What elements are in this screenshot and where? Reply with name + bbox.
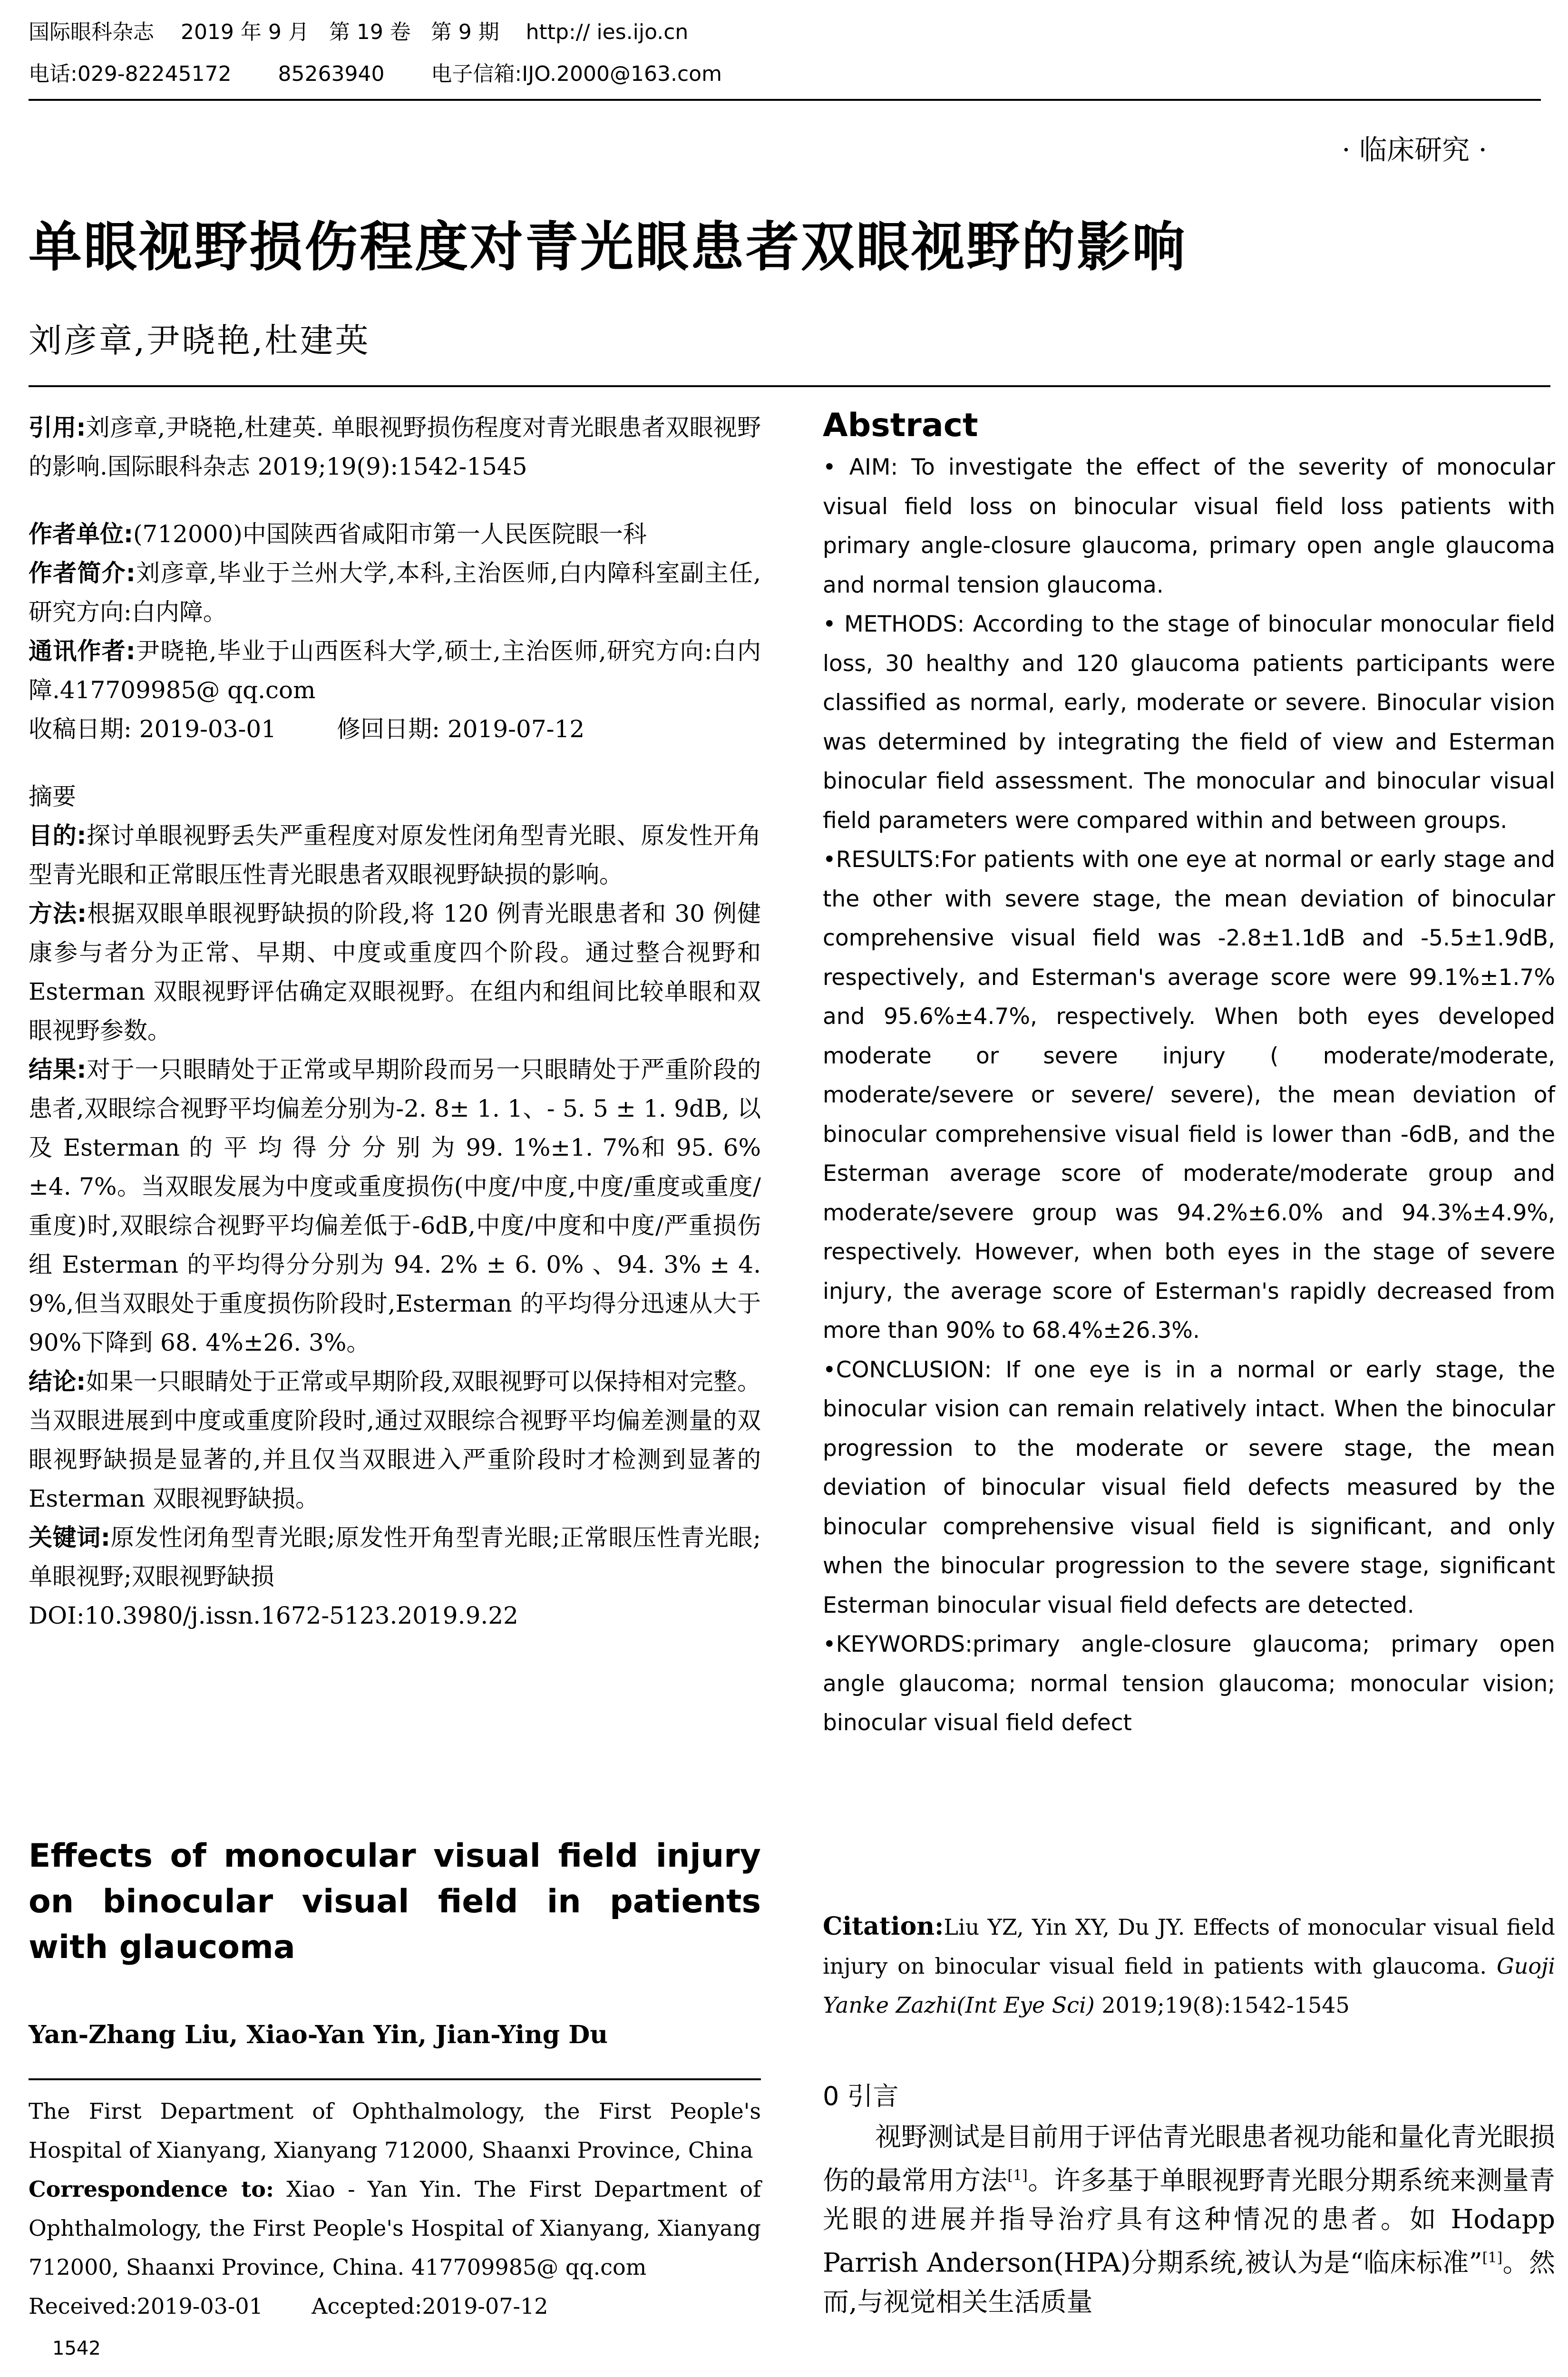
intro-block	[823, 2117, 1555, 2321]
citation-en-tail: 2019;19(8):1542-1545	[1094, 1992, 1350, 2018]
intro-paragraph	[823, 2117, 1555, 2321]
abstract-en-methods	[823, 605, 1555, 840]
intro-text-1: 视野测试是目前用于评估青光眼患者视功能和量化青光眼损伤的最常用方法	[823, 2122, 1556, 2196]
results-en-label: •RESULTS:	[823, 847, 941, 873]
abstract-cn-conclusion	[29, 1362, 761, 1518]
abstract-cn-method	[29, 894, 761, 1050]
citation-en-block	[823, 1907, 1555, 2025]
intro-heading: 0 引言	[823, 2081, 899, 2111]
journal-header-line2: 电话:029-82245172 85263940 电子信箱:IJO.2000@163.com	[29, 62, 722, 86]
results-en-text: For patients with one eye at normal or early stage and the other with severe stage, the mean deviation of binocular comprehensive visual field was -2.8±1.1dB and -5.5±1.9dB, respectively, and Esterman's average score were 99.1%±1.7% and 95.6%±4.7%, respectively. When both eyes developed moderate or severe injury ( moderate/moderate, moderate/severe or severe/ severe), the mean deviation of binocular comprehensive visual field is lower than -6dB, and the Esterman average score of moderate/moderate group and moderate/severe group was 94.2%±6.0% and 94.3%±4.9%, respectively. However, when both eyes in the stage of severe injury, the average score of Esterman's rapidly decreased from more than 90% to 68.4%±26.3%.	[823, 847, 1555, 1344]
intro-text-3: 。然而,与视觉相关生活质量	[823, 2247, 1555, 2317]
abstract-title: Abstract	[823, 407, 978, 444]
abstract-en-keywords	[823, 1625, 1555, 1743]
corresponding-author	[29, 632, 761, 710]
aim-en-label: • AIM:	[823, 454, 898, 480]
correspondence-en-label: Correspondence to:	[29, 2176, 274, 2202]
reference-2[interactable]: [1]	[1482, 2250, 1503, 2267]
correspondence-en-text: Xiao - Yan Yin. The First Department of Ophthalmology, the First People's Hospital of Xianyang, Xianyang 712000, Shaanxi Province, China. 417709985@ qq.com	[29, 2176, 761, 2280]
citation-en-journal: Guoji Yanke Zazhi(Int Eye Sci)	[823, 1953, 1555, 2018]
method-cn-label: 方法:	[29, 900, 87, 927]
journal-header-line1: 国际眼科杂志 2019 年 9 月 第 19 卷 第 9 期 http:// ies.ijo.cn	[29, 20, 689, 44]
abstract-cn-aim	[29, 816, 761, 894]
title-rule	[29, 385, 1550, 387]
doi: DOI:10.3980/j.issn.1672-5123.2019.9.22	[29, 1602, 518, 1629]
keywords-cn-label: 关键词:	[29, 1524, 110, 1551]
citation-en-label: Citation:	[823, 1912, 944, 1941]
corresponding-author-label: 通讯作者:	[29, 637, 136, 665]
abstract-en-conclusion	[823, 1351, 1555, 1626]
corresponding-author-text: 尹晓艳,毕业于山西医科大学,硕士,主治医师,研究方向:白内障.417709985@ qq.com	[29, 637, 761, 704]
keywords-cn	[29, 1518, 761, 1596]
keywords-en-label: •KEYWORDS:	[823, 1631, 973, 1657]
intro-text-2: 。许多基于单眼视野青光眼分期系统来测量青光眼的进展并指导治疗具有这种情况的患者。如 Hodapp Parrish Anderson(HPA)分期系统,被认为是“临床标准”	[823, 2165, 1555, 2278]
page-number: 1542	[52, 2338, 101, 2359]
affiliation-text: The First Department of Ophthalmology, the First People's Hospital of Xianyang, Xianyang 712000, Shaanxi Province, China	[29, 2098, 761, 2163]
right-column	[823, 407, 1555, 1743]
author-bio-text: 刘彦章,毕业于兰州大学,本科,主治医师,白内障科室副主任,研究方向:白内障。	[29, 559, 761, 626]
author-bio	[29, 554, 761, 632]
left-column	[29, 408, 761, 1635]
keywords-cn-text: 原发性闭角型青光眼;原发性开角型青光眼;正常眼压性青光眼;单眼视野;双眼视野缺损	[29, 1524, 761, 1590]
header-rule	[29, 99, 1541, 101]
authors-cn: 刘彦章,尹晓艳,杜建英	[29, 321, 370, 360]
result-cn-label: 结果:	[29, 1056, 87, 1083]
citation-cn-label: 引用:	[29, 414, 86, 441]
conclusion-en-text: If one eye is in a normal or early stage, the binocular vision can remain relatively intact. When the binocular progression to the moderate or severe stage, the mean deviation of binocular visual field defects measured by the binocular comprehensive visual field is significant, and only when the binocular progression to the severe stage, significant Esterman binocular visual field defects are detected.	[823, 1356, 1555, 1618]
citation-cn	[29, 408, 761, 486]
abstract-en-aim	[823, 448, 1555, 605]
keywords-en-text: primary angle-closure glaucoma; primary open angle glaucoma; normal tension glaucoma; monocular vision; binocular visual field defect	[823, 1631, 1555, 1736]
author-unit-text: (712000)中国陕西省咸阳市第一人民医院眼一科	[133, 520, 647, 548]
method-cn-text: 根据双眼单眼视野缺损的阶段,将 120 例青光眼患者和 30 例健康参与者分为正常、早期、中度或重度四个阶段。通过整合视野和 Esterman 双眼视野评估确定双眼视野。在组内和组间比较单眼和双眼视野参数。	[29, 900, 761, 1044]
article-title: 单眼视野损伤程度对青光眼患者双眼视野的影响	[29, 216, 1187, 278]
citation-en-text: Liu YZ, Yin XY, Du JY. Effects of monocular visual field injury on binocular visual field in patients with glaucoma.	[823, 1914, 1555, 1979]
methods-en-label: • METHODS:	[823, 611, 965, 637]
author-unit	[29, 515, 761, 554]
section-tag: · 临床研究 ·	[1342, 134, 1487, 166]
aim-cn-text: 探讨单眼视野丢失严重程度对原发性闭角型青光眼、原发性开角型青光眼和正常眼压性青光眼患者双眼视野缺损的影响。	[29, 822, 761, 888]
affiliation-rule	[29, 2078, 761, 2080]
citation-cn-text: 刘彦章,尹晓艳,杜建英. 单眼视野损伤程度对青光眼患者双眼视野的影响.国际眼科杂志 2019;19(9):1542-1545	[29, 414, 761, 480]
english-authors: Yan-Zhang Liu, Xiao-Yan Yin, Jian-Ying Du	[29, 2020, 608, 2049]
result-cn-text: 对于一只眼睛处于正常或早期阶段而另一只眼睛处于严重阶段的患者,双眼综合视野平均偏差分别为-2. 8± 1. 1、- 5. 5 ± 1. 9dB, 以 及 Esterman 的 平 均 得 分 分 别 为 99. 1%±1. 7%和 95. 6% ±4. 7%。当双眼发展为中度或重度损伤(中度/中度,中度/重度或重度/重度)时,双眼综合视野平均偏差低于-6dB,中度/中度和中度/严重损伤组 Esterman 的平均得分分别为 94. 2% ± 6. 0% 、94. 3% ± 4. 9%,但当双眼处于重度损伤阶段时,Esterman 的平均得分迅速从大于 90%下降到 68. 4%±26. 3%。	[29, 1056, 761, 1356]
correspondence-en	[29, 2170, 761, 2287]
abstract-cn-heading: 摘要	[29, 783, 76, 810]
conclusion-cn-text: 如果一只眼睛处于正常或早期阶段,双眼视野可以保持相对完整。当双眼进展到中度或重度阶段时,通过双眼综合视野平均偏差测量的双眼视野缺损是显著的,并且仅当双眼进入严重阶段时才检测到显著的 Esterman 双眼视野缺损。	[29, 1368, 761, 1512]
affiliation-block	[29, 2092, 761, 2326]
author-bio-label: 作者简介:	[29, 559, 136, 587]
abstract-cn-result	[29, 1050, 761, 1362]
received-accepted: Received:2019-03-01 Accepted:2019-07-12	[29, 2293, 548, 2319]
abstract-en-results	[823, 840, 1555, 1351]
aim-cn-label: 目的:	[29, 822, 87, 849]
conclusion-cn-label: 结论:	[29, 1368, 86, 1395]
author-unit-label: 作者单位:	[29, 520, 133, 548]
conclusion-en-label: •CONCLUSION:	[823, 1356, 992, 1383]
received-dates-cn: 收稿日期: 2019-03-01 修回日期: 2019-07-12	[29, 715, 585, 743]
aim-en-text: To investigate the effect of the severity of monocular visual field loss on binocular visual field loss patients with primary angle-closure glaucoma, primary open angle glaucoma and normal tension glaucoma.	[823, 454, 1555, 598]
methods-en-text: According to the stage of binocular monocular field loss, 30 healthy and 120 glaucoma patients participants were classified as normal, early, moderate or severe. Binocular vision was determined by integrating the field of view and Esterman binocular field assessment. The monocular and binocular visual field parameters were compared within and between groups.	[823, 611, 1555, 834]
english-title: Effects of monocular visual field injury on binocular visual field in patients with glaucoma	[29, 1837, 761, 1966]
citation-en	[823, 1907, 1555, 2025]
reference-1[interactable]: [1]	[1007, 2167, 1028, 2184]
